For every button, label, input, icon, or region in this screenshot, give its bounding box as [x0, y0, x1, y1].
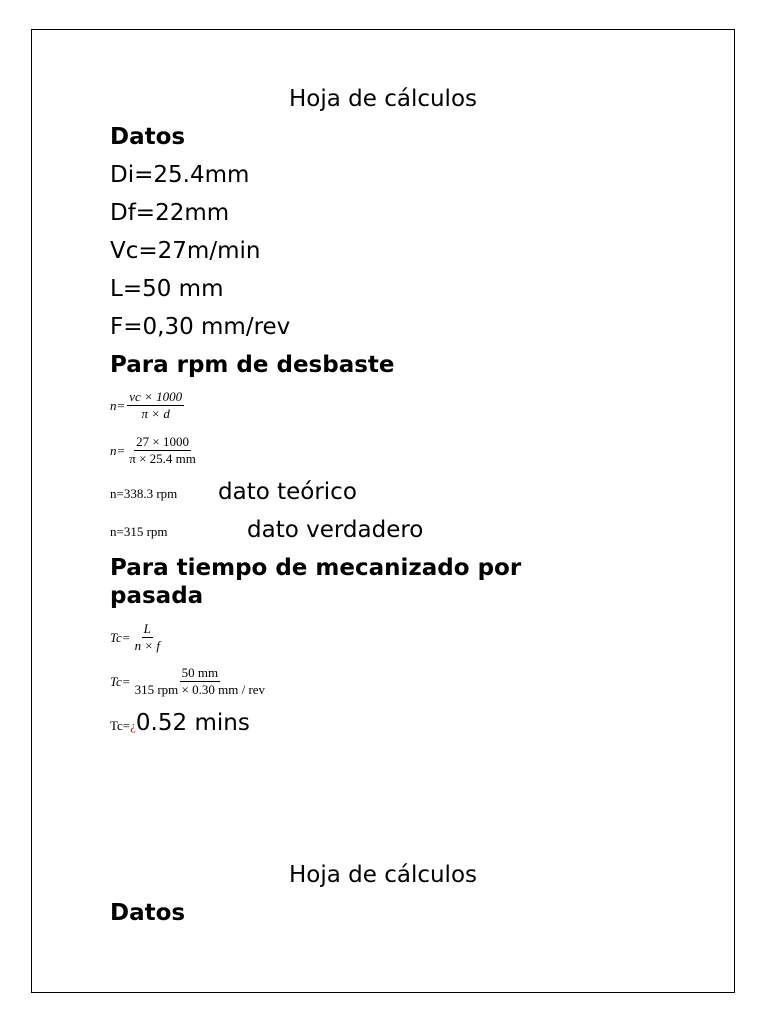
rpm-heading: Para rpm de desbaste: [110, 352, 395, 378]
fraction-denominator: π × 25.4 mm: [129, 451, 196, 466]
tc-formula: [110, 622, 162, 653]
fraction-numerator: L: [143, 621, 151, 636]
eq-lhs: Tc=: [110, 629, 131, 645]
datos-heading: Datos: [110, 124, 186, 150]
page-title: Hoja de cálculos: [288, 86, 478, 112]
dato-df: Df=22mm: [110, 200, 230, 226]
dato-f: F=0,30 mm/rev: [110, 314, 291, 340]
fraction: [133, 622, 162, 653]
dato-l: L=50 mm: [110, 276, 224, 302]
fraction-denominator: 315 rpm × 0.30 mm / rev: [134, 682, 266, 697]
document-page: [31, 29, 735, 993]
eq-lhs: Tc=: [110, 718, 131, 733]
rpm-formula: [110, 390, 184, 421]
eq-lhs: n=: [110, 397, 126, 413]
rpm-substitution: [110, 435, 198, 466]
fraction-denominator: π × d: [141, 406, 170, 421]
datos-heading-2: Datos: [110, 900, 186, 926]
eq-lhs: Tc=: [110, 673, 131, 689]
fraction-denominator: n × f: [134, 638, 160, 653]
real-note: dato verdadero: [247, 517, 424, 543]
fraction-numerator: 50 mm: [181, 665, 219, 680]
fraction: [133, 666, 267, 697]
fraction-numerator: 27 × 1000: [136, 434, 190, 449]
tc-result-value: 0.52 mins: [135, 710, 250, 736]
theoretical-note: dato teórico: [218, 479, 357, 505]
tc-substitution: [110, 666, 267, 697]
eq-lhs: n=: [110, 442, 126, 458]
rpm-real-value: n=315 rpm: [110, 524, 168, 539]
fraction: [127, 435, 198, 466]
tiempo-heading-line2: pasada: [110, 583, 204, 609]
dato-di: Di=25.4mm: [110, 162, 250, 188]
tiempo-heading-line1: Para tiempo de mecanizado por: [110, 555, 522, 581]
page-title-2: Hoja de cálculos: [288, 862, 478, 888]
dato-vc: Vc=27m/min: [110, 238, 261, 264]
fraction: [127, 390, 184, 421]
tc-result: [110, 710, 250, 736]
fraction-numerator: vc × 1000: [129, 389, 183, 404]
rpm-theoretical-value: n=338.3 rpm: [110, 486, 178, 501]
missing-glyph-mark: ¿: [130, 718, 136, 733]
